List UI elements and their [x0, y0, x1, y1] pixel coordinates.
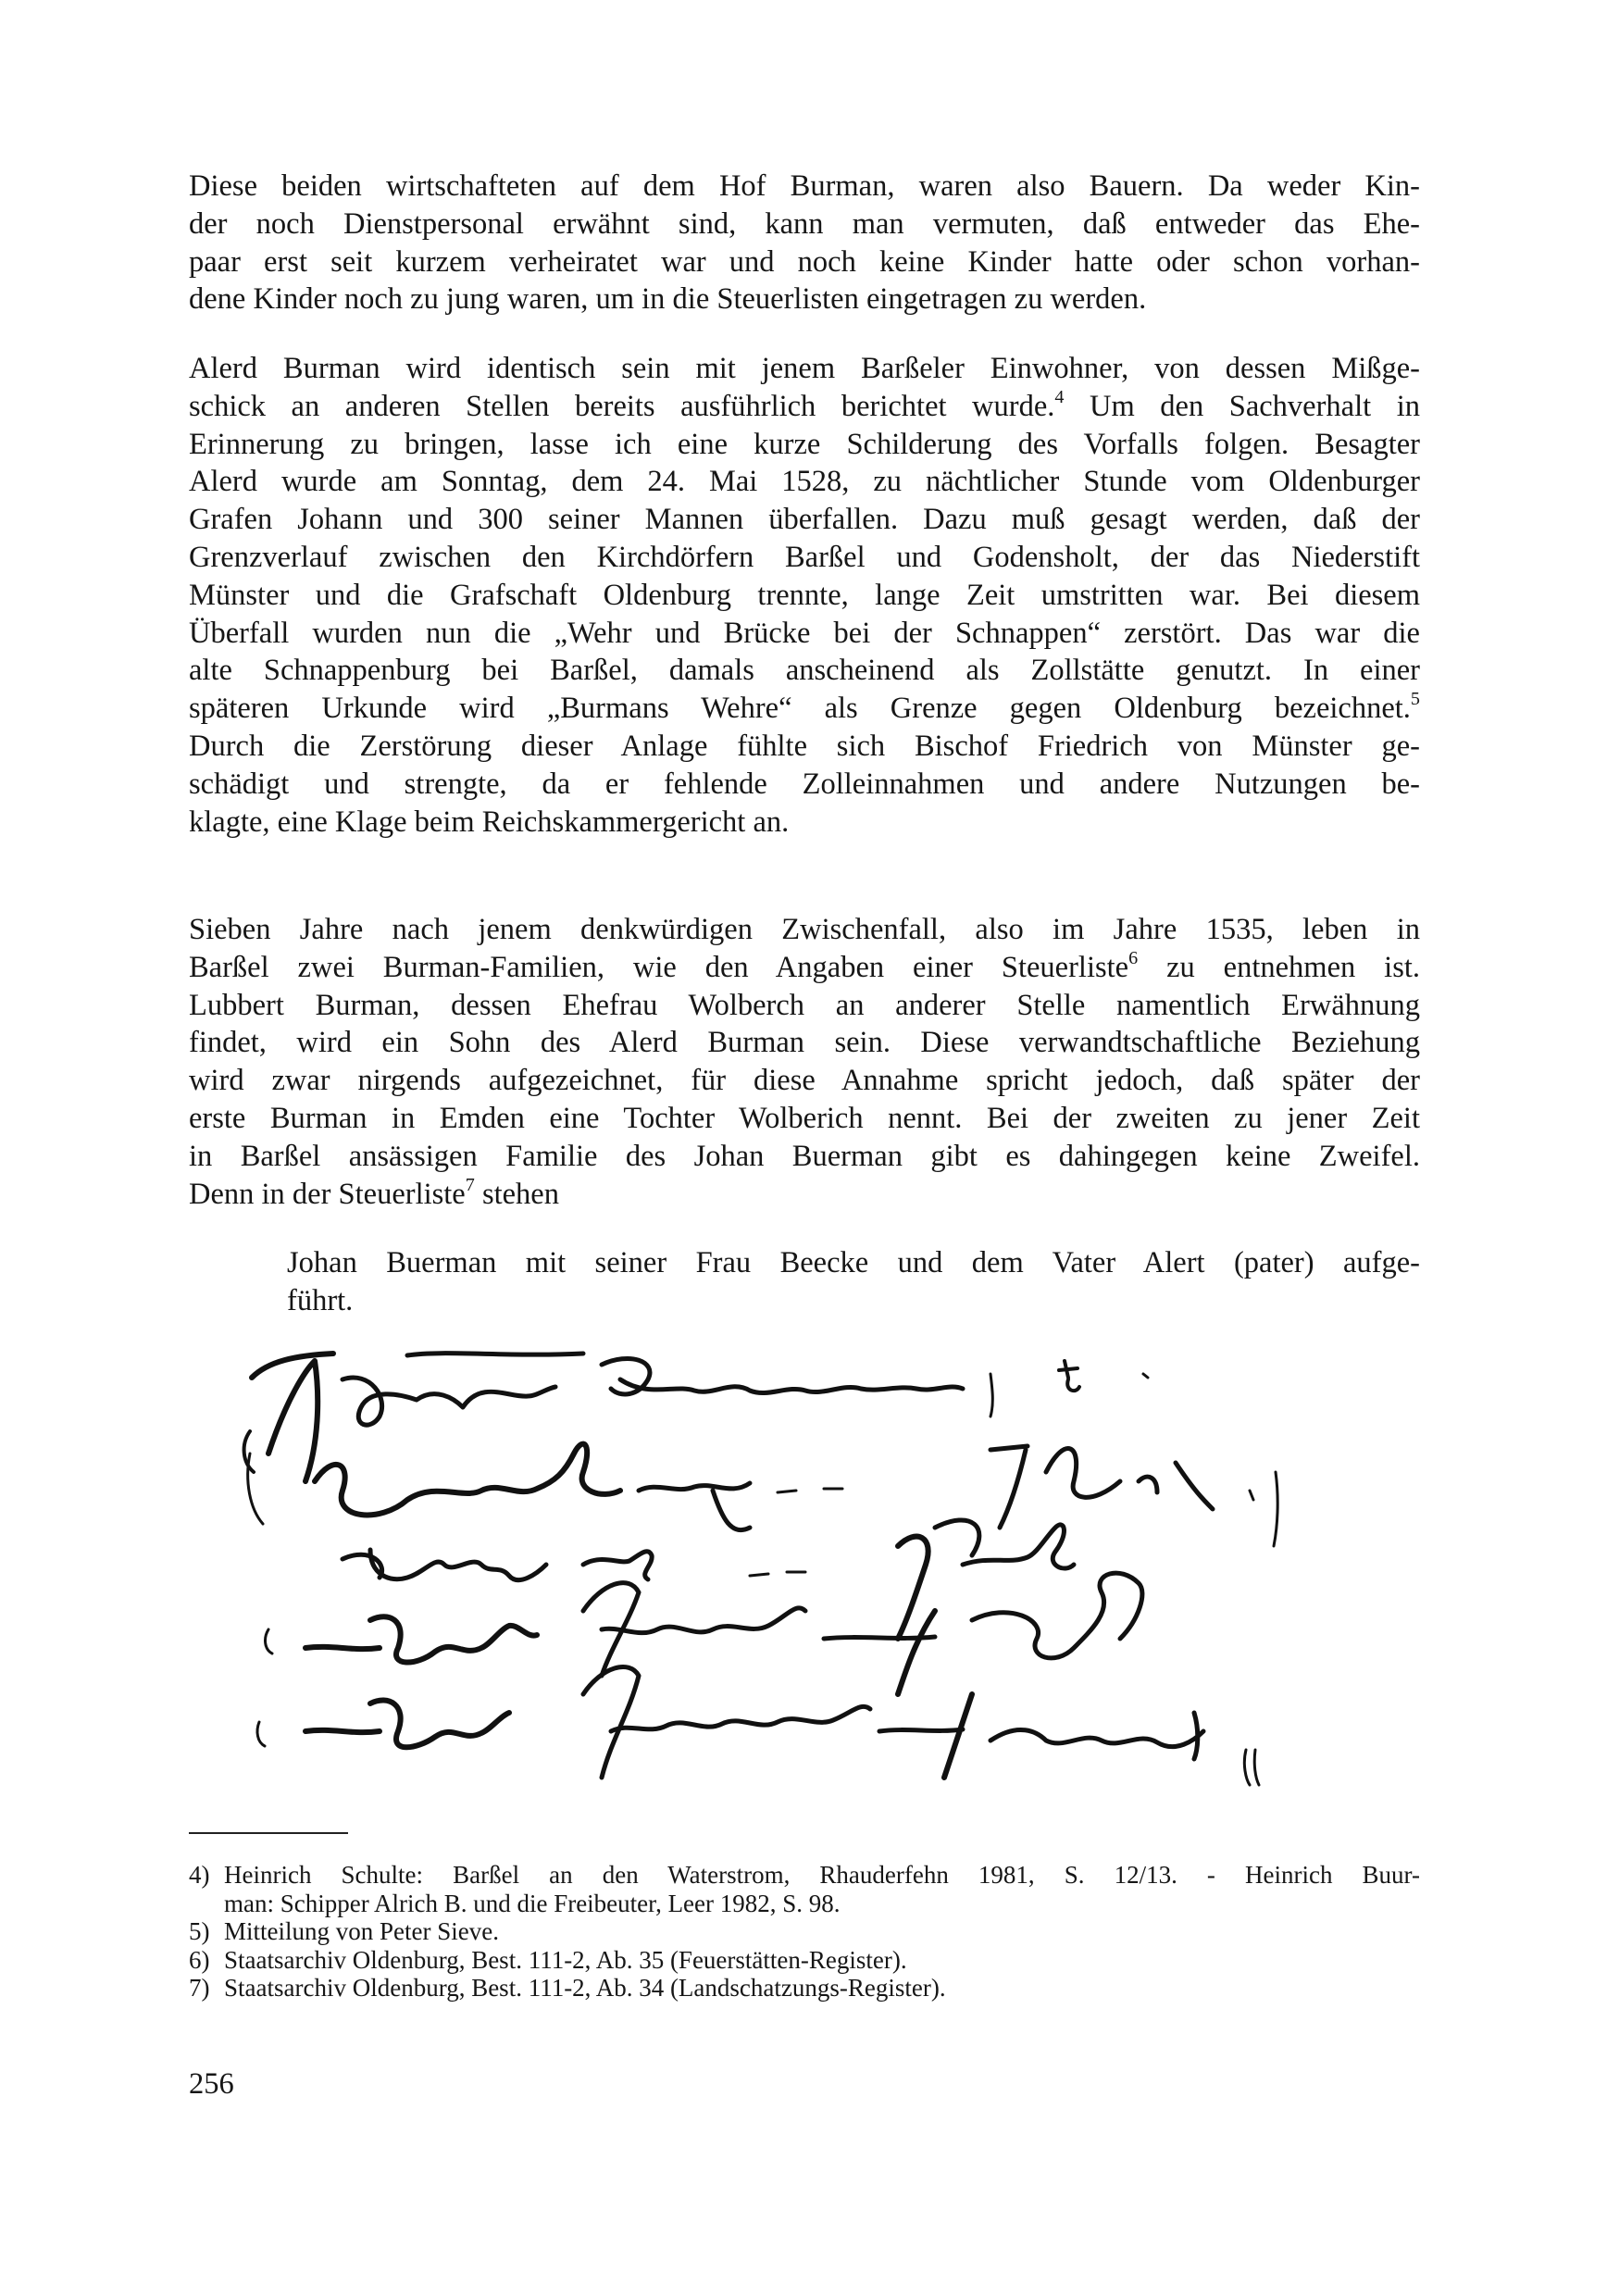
text-segment: Um den Sachverhalt in	[1064, 389, 1420, 423]
paragraph-2	[189, 350, 1420, 841]
footnote-ref-7[interactable]: 7	[465, 1174, 475, 1195]
text-line: Alerd wurde am Sonntag, dem 24. Mai 1528, zu nächtlicher Stunde vom Oldenburger	[189, 465, 1420, 499]
footnote-5	[189, 1917, 1420, 1946]
text-line: alte Schnappenburg bei Barßel, damals anscheinend als Zollstätte genutzt. In einer	[189, 654, 1420, 688]
handwritten-register-excerpt	[231, 1342, 1333, 1787]
text-line: Münster und die Grafschaft Oldenburg trennte, lange Zeit umstritten war. Bei diesem	[189, 578, 1420, 612]
footnote-text: man: Schipper Alrich B. und die Freibeuter, Leer 1982, S. 98.	[224, 1889, 841, 1917]
text-segment: späteren Urkunde wird „Burmans Wehre“ als Grenze gegen Oldenburg bezeichnet.	[189, 692, 1411, 726]
paragraph-1	[189, 168, 1420, 318]
text-line: der noch Dienstpersonal erwähnt sind, kann man vermuten, daß entweder das Ehe-	[189, 206, 1420, 241]
footnote-number: 4)	[189, 1861, 210, 1889]
paragraph-3	[189, 911, 1420, 1213]
text-segment: stehen	[474, 1177, 559, 1211]
text-line: wird zwar nirgends aufgezeichnet, für diese Annahme spricht jedoch, daß später der	[189, 1064, 1420, 1098]
footnote-ref-6[interactable]: 6	[1128, 947, 1139, 968]
text-line: Grafen Johann und 300 seiner Mannen überfallen. Dazu muß gesagt werden, daß der	[189, 503, 1420, 537]
text-line-with-footnote	[189, 949, 1420, 987]
page-number: 256	[189, 2067, 234, 2101]
text-line: findet, wird ein Sohn des Alerd Burman sein. Diese verwandtschaftliche Beziehung	[189, 1026, 1420, 1060]
text-line: paar erst seit kurzem verheiratet war und noch keine Kinder hatte oder schon vorhan-	[189, 244, 1420, 279]
footnote-6	[189, 1946, 1420, 1975]
footnote-number: 7)	[189, 1974, 210, 2002]
text-line: schädigt und strengte, da er fehlende Zolleinnahmen und andere Nutzungen be-	[189, 767, 1420, 801]
text-line: in Barßel ansässigen Familie des Johan Buerman gibt es dahingegen keine Zweifel.	[189, 1139, 1420, 1173]
text-line: klagte, eine Klage beim Reichskammergericht an.	[189, 805, 790, 839]
footnote-ref-4[interactable]: 4	[1054, 386, 1065, 407]
footnote-number: 6)	[189, 1945, 210, 1974]
footnote-7	[189, 1974, 1420, 2003]
text-line: Diese beiden wirtschafteten auf dem Hof Burman, waren also Bauern. Da weder Kin-	[189, 169, 1420, 203]
footnote-separator	[189, 1832, 348, 1834]
text-line: Erinnerung zu bringen, lasse ich eine kurze Schilderung des Vorfalls folgen. Besagter	[189, 427, 1420, 461]
text-line: Grenzverlauf zwischen den Kirchdörfern Barßel und Godensholt, der das Niederstift	[189, 540, 1420, 574]
quoted-entry	[287, 1244, 1420, 1320]
text-line-with-footnote	[189, 388, 1420, 426]
handwriting-image-icon	[231, 1342, 1333, 1787]
footnote-number: 5)	[189, 1917, 210, 1945]
text-line: Überfall wurden nun die „Wehr und Brücke bei der Schnappen“ zerstört. Das war die	[189, 616, 1420, 650]
text-segment: Barßel zwei Burman-Familien, wie den Angaben einer Steuerliste	[189, 950, 1129, 984]
text-line: führt.	[287, 1283, 354, 1317]
text-line: Johan Buerman mit seiner Frau Beecke und dem Vater Alert (pater) aufge-	[287, 1246, 1420, 1279]
text-line: Lubbert Burman, dessen Ehefrau Wolberch an anderer Stelle namentlich Erwähnung	[189, 988, 1420, 1022]
text-line-with-footnote	[189, 1176, 1420, 1214]
footnote-text: Mitteilung von Peter Sieve.	[224, 1917, 499, 1945]
text-line: Durch die Zerstörung dieser Anlage fühlte sich Bischof Friedrich von Münster ge-	[189, 729, 1420, 763]
footnote-text: Staatsarchiv Oldenburg, Best. 111-2, Ab. 35 (Feuerstätten-Register).	[224, 1945, 907, 1974]
text-segment: zu entnehmen ist.	[1138, 950, 1421, 984]
footnote-ref-5[interactable]: 5	[1410, 689, 1420, 710]
text-line: Sieben Jahre nach jenem denkwürdigen Zwischenfall, also im Jahre 1535, leben in	[189, 913, 1420, 946]
text-segment: Denn in der Steuerliste	[189, 1177, 466, 1211]
footnotes	[189, 1861, 1420, 2003]
footnote-text: Heinrich Schulte: Barßel an den Waterstrom, Rhauderfehn 1981, S. 12/13. - Heinrich Buur-	[224, 1861, 1420, 1889]
text-line: Alerd Burman wird identisch sein mit jenem Barßeler Einwohner, von dessen Mißge-	[189, 352, 1420, 385]
text-segment: schick an anderen Stellen bereits ausführlich berichtet wurde.	[189, 389, 1055, 423]
text-line-with-footnote	[189, 690, 1420, 728]
text-line: erste Burman in Emden eine Tochter Wolberich nennt. Bei der zweiten zu jener Zeit	[189, 1101, 1420, 1135]
text-line: dene Kinder noch zu jung waren, um in die Steuerlisten eingetragen zu werden.	[189, 282, 1147, 317]
footnote-4	[189, 1861, 1420, 1917]
footnote-text: Staatsarchiv Oldenburg, Best. 111-2, Ab. 34 (Landschatzungs-Register).	[224, 1974, 946, 2002]
